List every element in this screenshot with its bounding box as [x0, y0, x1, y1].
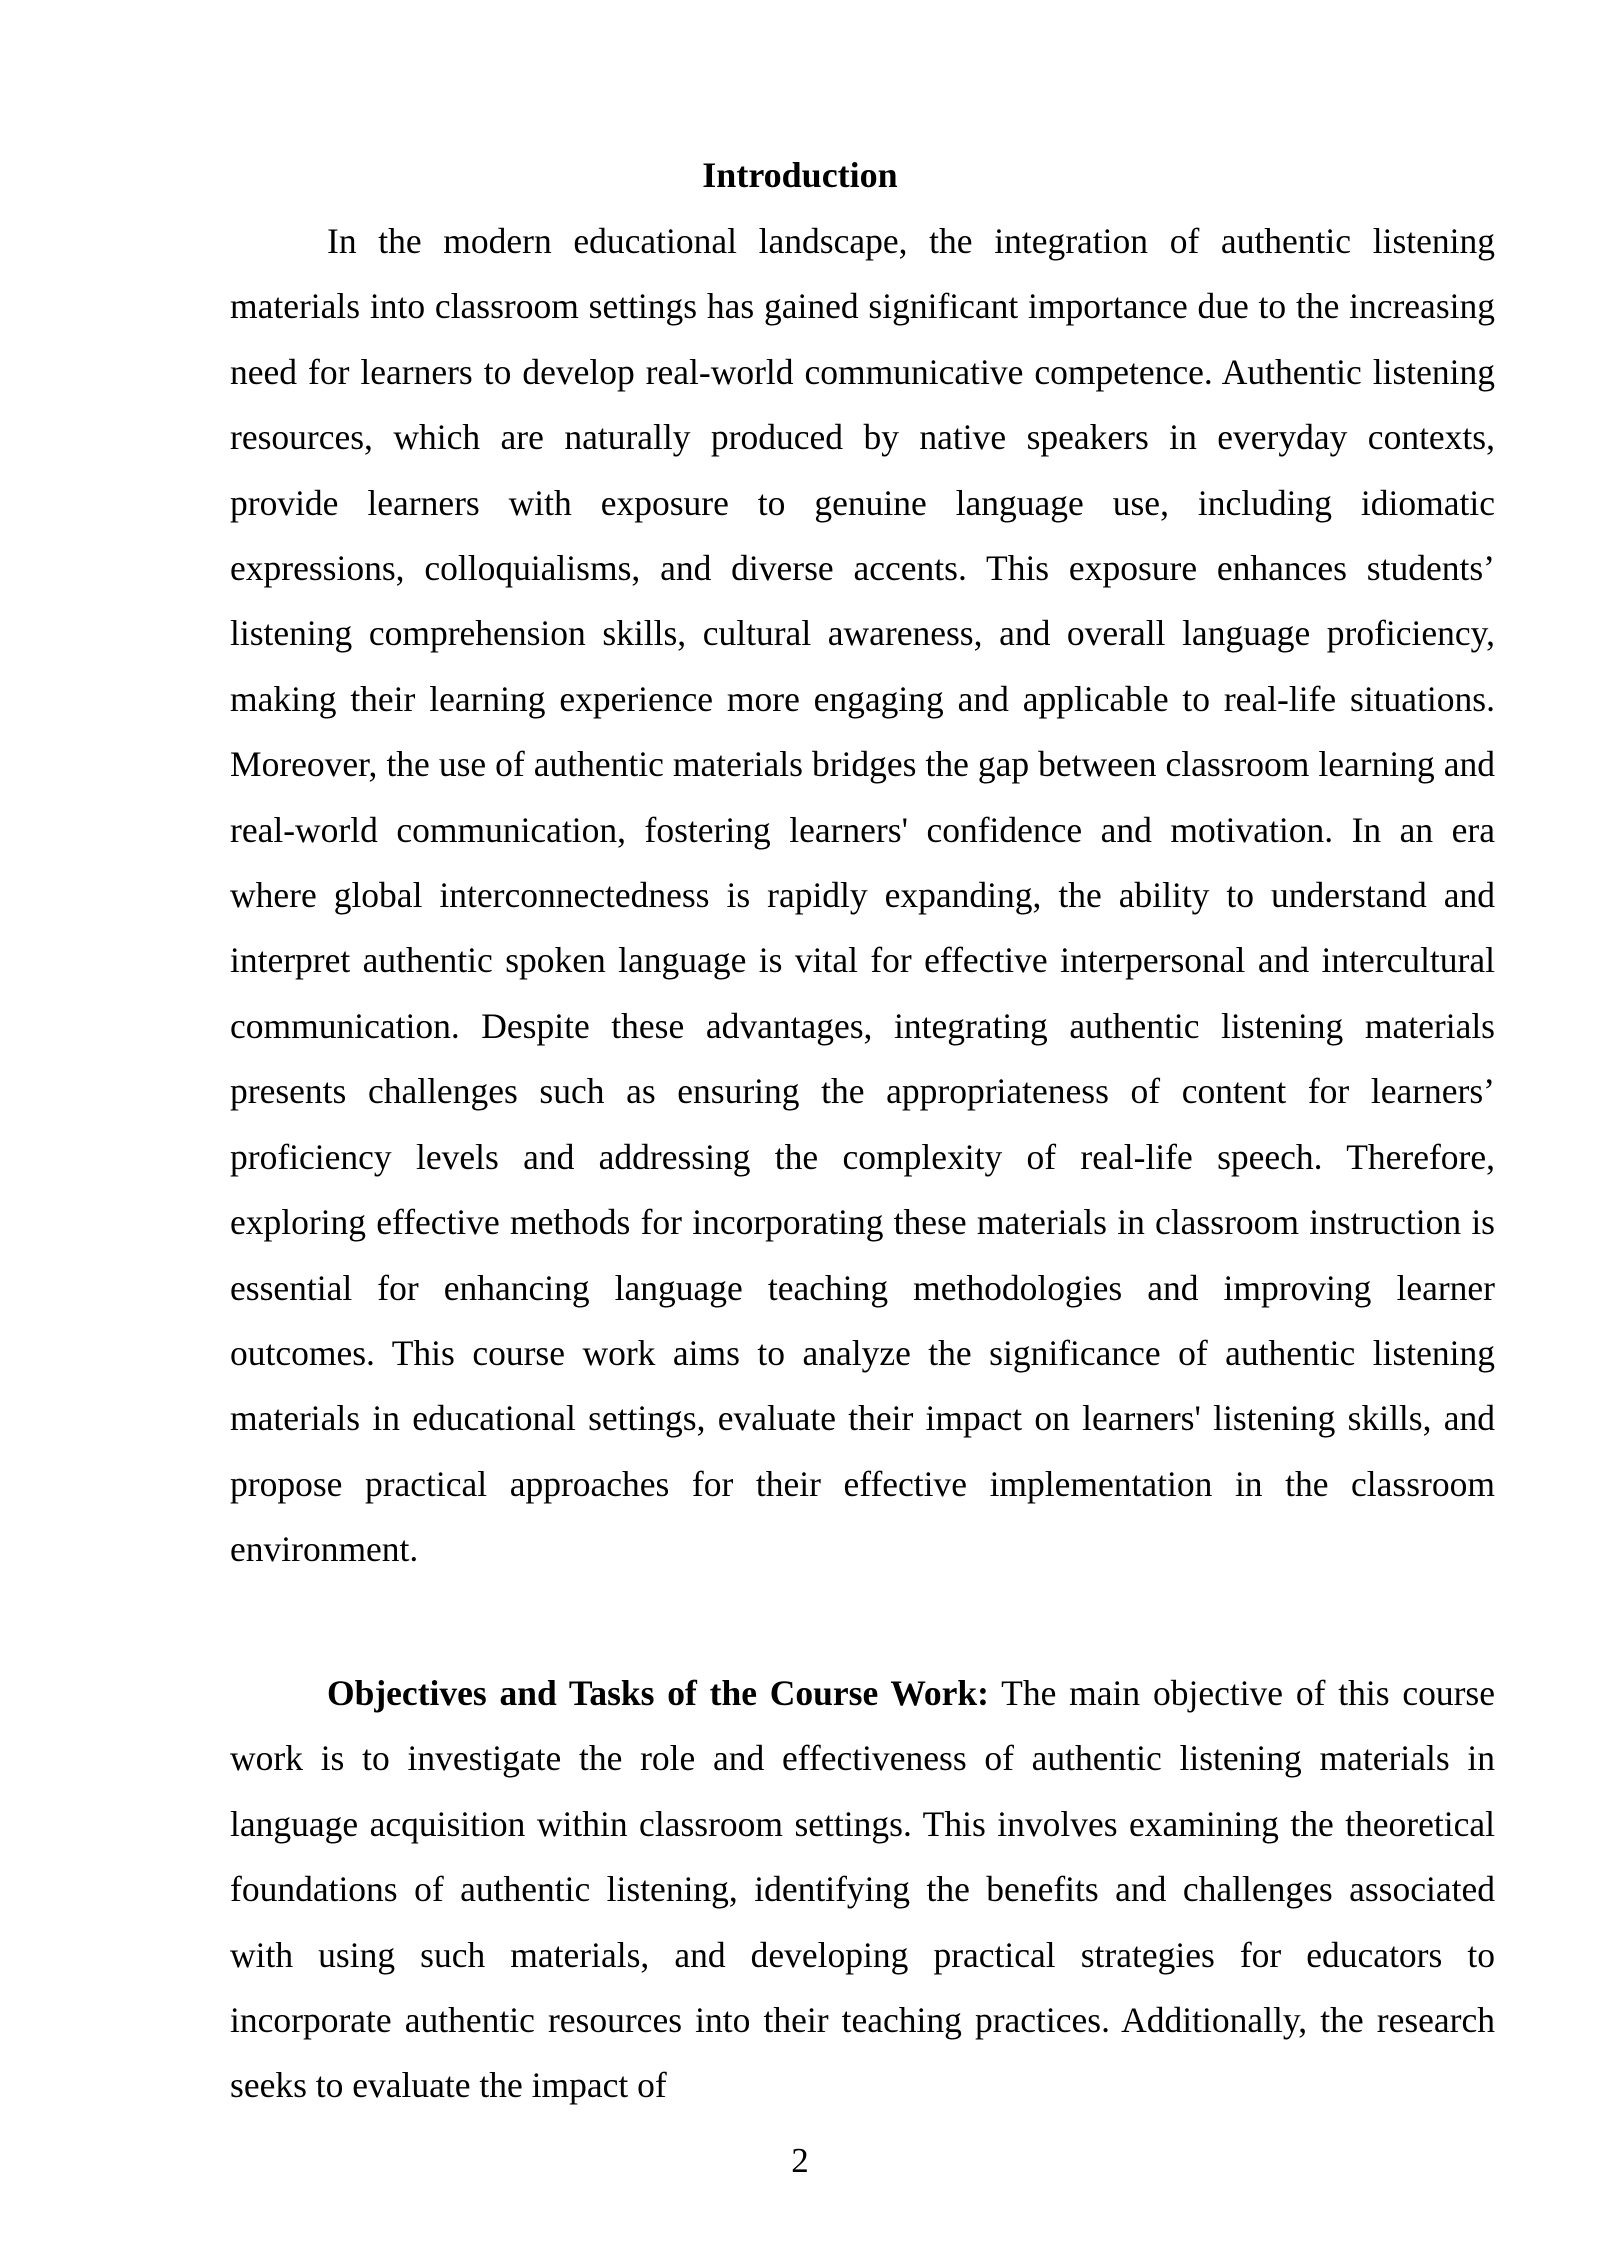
intro-paragraph: In the modern educational landscape, the integration of authentic listening materials into classroom settings has gained significant importance due to the increasing need for learners to develop real-world communicative competence. Authentic listening resources, which are naturally produced by native speakers in everyday contexts, provide learners with exposure to genuine language use, including idiomatic expressions, colloquialisms, and diverse accents. This exposure enhances students’ listening comprehension skills, cultural awareness, and overall language proficiency, making their learning experience more engaging and applicable to real-life situations. Moreover, the use of authentic materials bridges the gap between classroom learning and real-world communication, fostering learners' confidence and motivation. In an era where global interconnectedness is rapidly expanding, the ability to understand and interpret authentic spoken language is vital for effective interpersonal and intercultural communication. Despite these advantages, integrating authentic listening materials presents challenges such as ensuring the appropriateness of content for learners’ proficiency levels and addressing the complexity of real-life speech. Therefore, exploring effective methods for incorporating these materials in classroom instruction is essential for enhancing language teaching methodologies and improving learner outcomes. This course work aims to analyze the significance of authentic listening materials in educational settings, evaluate their impact on learners' listening skills, and propose practical approaches for their effective implementation in the classroom environment. — [230, 221, 1495, 1570]
page-number: 2 — [791, 2141, 809, 2180]
section-heading: Introduction — [702, 155, 898, 195]
objectives-paragraph — [230, 1661, 1495, 2119]
objectives-text: The main objective of this course work is to investigate the role and effectiveness of authentic listening materials in language acquisition within classroom settings. This involves examining the theoretical foundations of authentic listening, identifying the benefits and challenges associated with using such materials, and developing practical strategies for educators to incorporate authentic resources into their teaching practices. Additionally, the research seeks to evaluate the impact of — [230, 1673, 1495, 2106]
objectives-label: Objectives and Tasks of the Course Work: — [327, 1673, 989, 1713]
